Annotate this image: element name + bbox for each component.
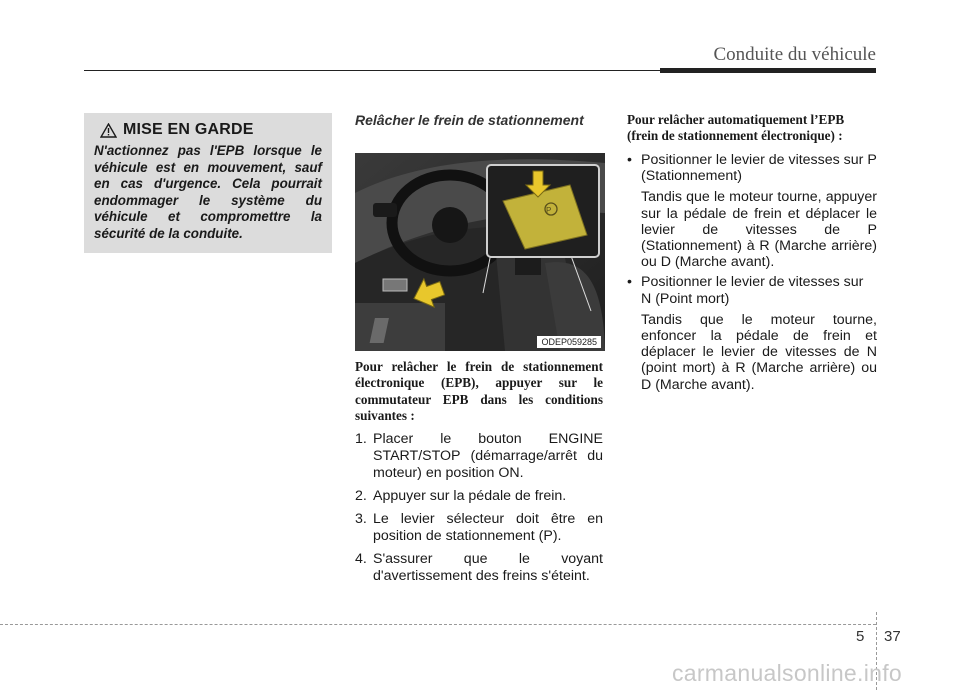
release-steps bbox=[355, 431, 603, 585]
warning-title: MISE EN GARDE bbox=[123, 121, 254, 138]
header-rule-accent bbox=[660, 68, 876, 73]
running-header: Conduite du véhicule bbox=[713, 44, 876, 65]
bullet-detail: Tandis que le moteur tourne, enfoncer la pédale de frein et déplacer le levier de vitesses de N (point mort) à R (Marche arrière) ou D (Marche avant). bbox=[641, 311, 877, 393]
warning-box bbox=[84, 113, 332, 253]
page-number: 37 bbox=[884, 628, 901, 645]
bullet-detail: Tandis que le moteur tourne, appuyer sur la pédale de frein et déplacer le levier de vitesses de P (Stationnement) à R (Marche arrière) ou D (Marche avant). bbox=[641, 189, 877, 271]
list-item bbox=[355, 511, 603, 545]
step-text: S'assurer que le voyant d'avertissement des freins s'éteint. bbox=[373, 550, 603, 584]
list-item bbox=[355, 551, 603, 585]
chapter-number: 5 bbox=[856, 628, 865, 645]
bullet-lead: Positionner le levier de vitesses sur N (Point mort) bbox=[641, 274, 864, 307]
epb-switch-illustration bbox=[355, 153, 605, 351]
list-item bbox=[627, 152, 877, 270]
list-item bbox=[627, 274, 877, 392]
bullet-lead: Positionner le levier de vitesses sur P (Stationnement) bbox=[641, 152, 877, 185]
warning-triangle-icon bbox=[100, 123, 117, 138]
step-number: 2. bbox=[355, 487, 367, 504]
bullet-icon: • bbox=[627, 274, 632, 291]
watermark: carmanualsonline.info bbox=[671, 660, 902, 686]
step-text: Appuyer sur la pédale de frein. bbox=[373, 487, 567, 504]
auto-release-section bbox=[627, 112, 877, 397]
warning-header bbox=[100, 121, 322, 139]
warning-text: N'actionnez pas l'EPB lorsque le véhicule est en mouvement, sauf en cas d'urgence. Cela pourrait endommager le système du véhicule et compromettre la sécurité de la conduite. bbox=[94, 143, 322, 241]
auto-release-list bbox=[627, 152, 877, 393]
step-text: Placer le bouton ENGINE START/STOP (démarrage/arrêt du moteur) en position ON. bbox=[373, 430, 603, 481]
step-number: 1. bbox=[355, 430, 367, 447]
bullet-icon: • bbox=[627, 152, 632, 168]
step-number: 4. bbox=[355, 550, 367, 567]
step-number: 3. bbox=[355, 510, 367, 527]
figure-code: ODEP059285 bbox=[537, 336, 601, 348]
list-item bbox=[355, 431, 603, 482]
section-title: Relâcher le frein de stationnement bbox=[355, 112, 584, 128]
svg-text:P: P bbox=[546, 206, 552, 215]
step-text: Le levier sélecteur doit être en position de stationnement (P). bbox=[373, 510, 603, 544]
list-item bbox=[355, 488, 603, 505]
auto-release-heading: Pour relâcher automatiquement l’EPB (frein de stationnement électronique) : bbox=[627, 112, 845, 143]
footer-rule bbox=[0, 624, 876, 625]
release-section bbox=[355, 112, 603, 591]
release-intro: Pour relâcher le frein de stationnement électronique (EPB), appuyer sur le commutateur EPB dans les conditions suivantes : bbox=[355, 359, 603, 424]
